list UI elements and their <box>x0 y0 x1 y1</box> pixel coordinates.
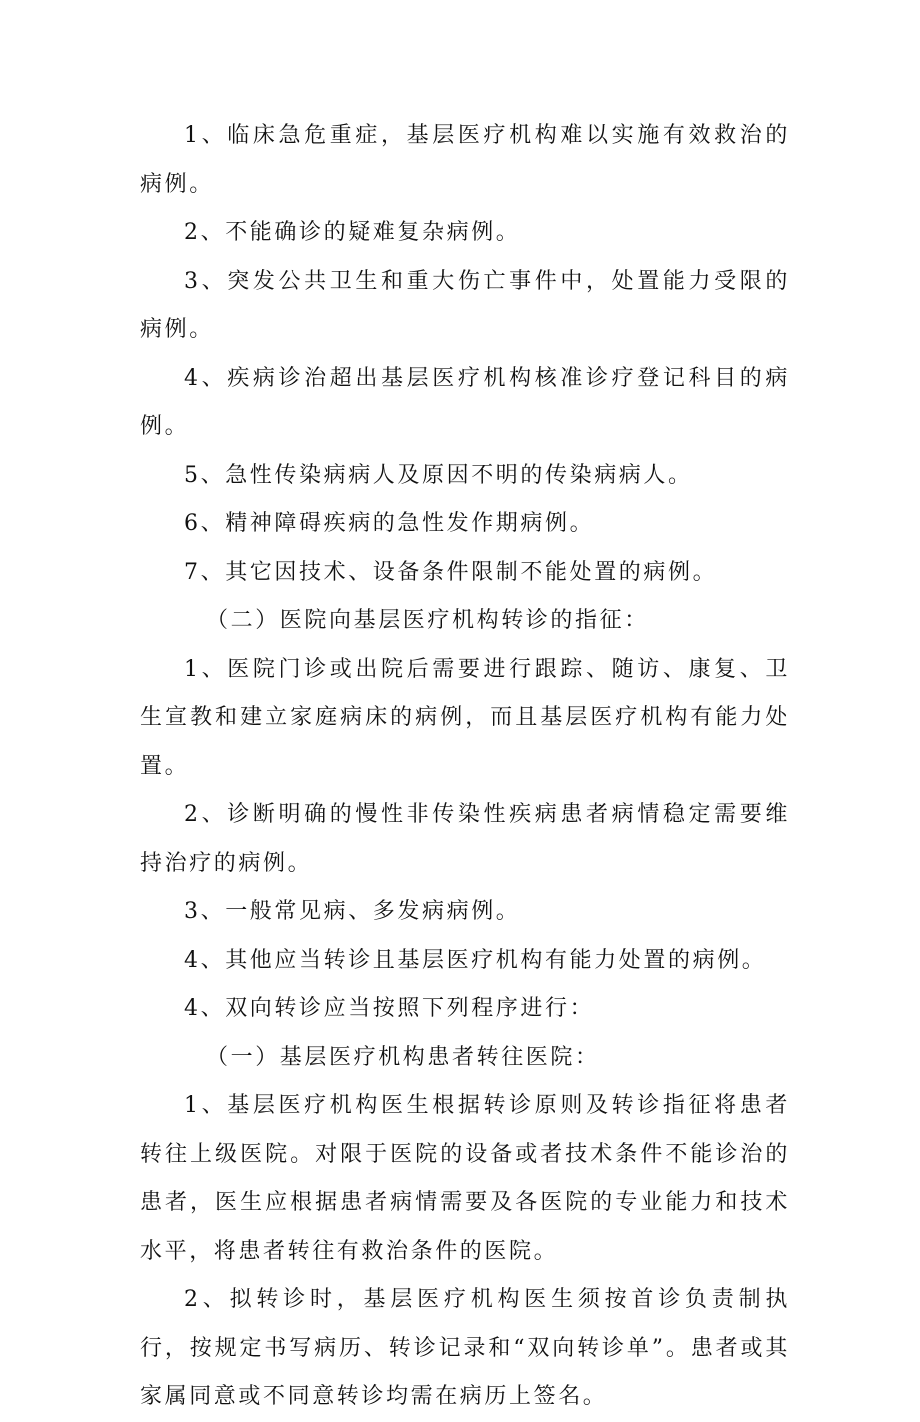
paragraph-item-2: 2、不能确诊的疑难复杂病例。 <box>184 220 521 245</box>
paragraph-item-7: 7、其它因技术、设备条件限制不能处置的病例。 <box>184 559 718 585</box>
paragraph-item-procedure-1: 1、基层医疗机构医生根据转诊原则及转诊指征将患者转往上级医院。对限于医院的设备或者技术条件不能诊治的患者，医生应根据患者病情需要及各医院的专业能力和技术水平，将患者转往有救治条件的医院。 <box>140 1093 790 1264</box>
section-heading-2: （二）医院向基层医疗机构转诊的指征： <box>206 608 649 633</box>
paragraph-item-hospital-1: 1、医院门诊或出院后需要进行跟踪、随访、康复、卫生宣教和建立家庭病床的病例，而且基层医疗机构有能力处置。 <box>140 656 790 779</box>
paragraph-item-hospital-4: 4、其他应当转诊且基层医疗机构有能力处置的病例。 <box>184 947 767 973</box>
paragraph-item-6: 6、精神障碍疾病的急性发作期病例。 <box>184 511 595 536</box>
paragraph-item-1: 1、临床急危重症，基层医疗机构难以实施有效救治的病例。 <box>140 123 790 197</box>
paragraph-item-procedure-2: 2、拟转诊时，基层医疗机构医生须按首诊负责制执行，按规定书写病历、转诊记录和“双向转诊单”。患者或其家属同意或不同意转诊均需在病历上签名。 <box>140 1287 790 1409</box>
paragraph-item-hospital-2: 2、诊断明确的慢性非传染性疾病患者病情稳定需要维持治疗的病例。 <box>140 802 790 876</box>
document-body <box>140 112 790 1422</box>
paragraph-item-4: 4、疾病诊治超出基层医疗机构核准诊疗登记科目的病例。 <box>140 365 790 439</box>
paragraph-item-3: 3、突发公共卫生和重大伤亡事件中，处置能力受限的病例。 <box>140 268 790 342</box>
paragraph-item-hospital-3: 3、一般常见病、多发病病例。 <box>184 899 521 924</box>
paragraph-item-5: 5、急性传染病病人及原因不明的传染病病人。 <box>184 462 693 488</box>
section-heading-procedure: 4、双向转诊应当按照下列程序进行： <box>184 996 595 1021</box>
section-heading-1: （一）基层医疗机构患者转往医院： <box>206 1044 600 1070</box>
